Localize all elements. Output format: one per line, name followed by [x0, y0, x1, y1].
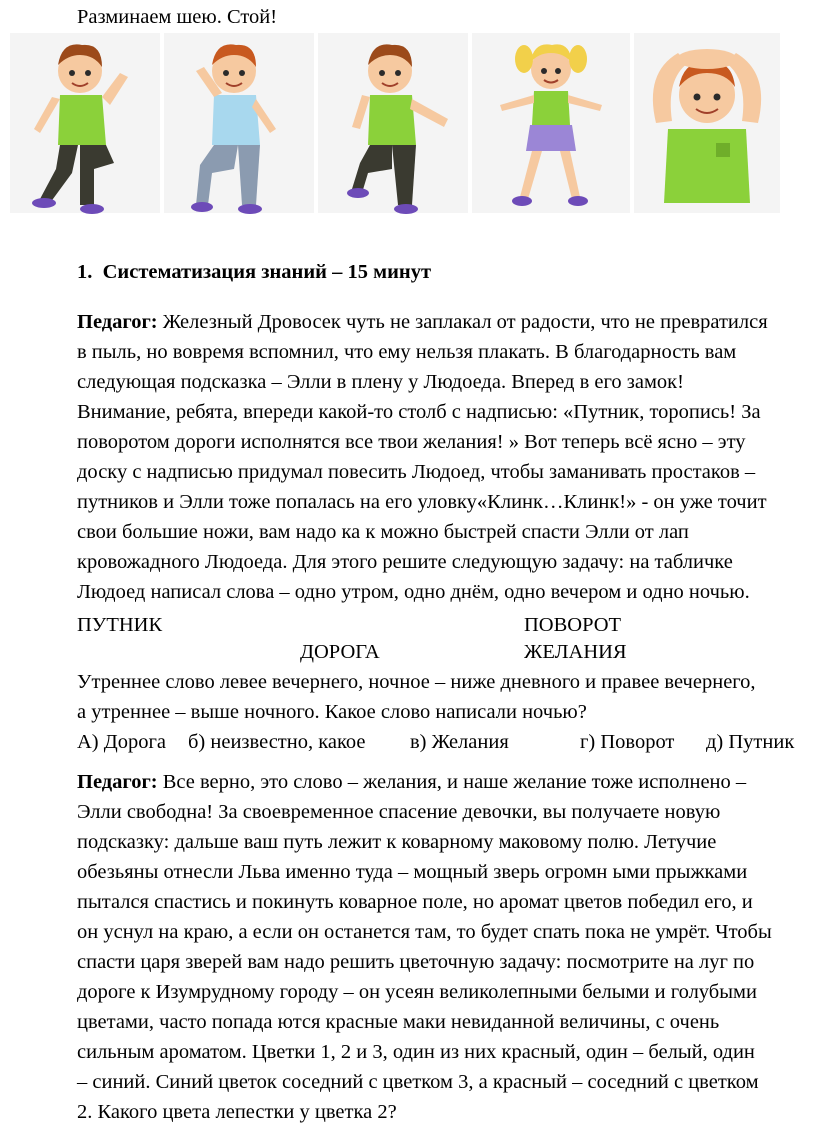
paragraph2-line: Элли свободна! За своевременное спасение девочки, вы получаете новую	[77, 801, 721, 823]
paragraph1-line: кровожадного Людоеда. Для этого решите следующую задачу: на табличке	[77, 551, 733, 573]
boy-knee-raise-blue-icon	[164, 33, 314, 213]
paragraph2-line: сильным ароматом. Цветки 1, 2 и 3, один из них красный, один – белый, один	[77, 1041, 755, 1063]
paragraph2-line: подсказку: дальше ваш путь лежит к коварному маковому полю. Летучие	[77, 831, 717, 853]
section-heading	[77, 257, 431, 287]
boy-hands-on-head-icon	[634, 33, 780, 213]
section-number: 1.	[77, 261, 93, 283]
answer-option: б) неизвестно, какое	[188, 731, 366, 753]
paragraph1-line: в пыль, но вовремя вспомнил, что ему нельзя плакать. В благодарность вам	[77, 341, 737, 363]
paragraph1-line: Внимание, ребята, впереди какой-то столб с надписью: «Путник, торопись! За	[77, 401, 761, 423]
question-line: а утреннее – выше ночного. Какое слово написали ночью?	[77, 701, 587, 723]
speaker-label: Педагог:	[77, 771, 158, 793]
paragraph2-line: он уснул на краю, а если он останется там, то будет спать пока не умрёт. Чтобы	[77, 921, 772, 943]
sign-word: ЖЕЛАНИЯ	[524, 641, 627, 663]
paragraph2-line: дороге к Изумрудному городу – он усеян великолепными белыми и голубыми	[77, 981, 757, 1003]
paragraph1-line: доску с надписью придумал повесить Людоед, чтобы заманивать простаков –	[77, 461, 756, 483]
speaker-label: Педагог:	[77, 311, 158, 333]
answer-option: в) Желания	[410, 731, 509, 753]
paragraph2-line	[77, 767, 746, 797]
warmup-line: Разминаем шею. Стой!	[77, 6, 278, 28]
paragraph1-text: Железный Дровосек чуть не заплакал от радости, что не превратился	[162, 311, 768, 333]
sign-word: ДОРОГА	[300, 641, 380, 663]
answer-option: д) Путник	[706, 731, 795, 753]
sign-word: ПУТНИК	[77, 614, 163, 636]
answer-option: А) Дорога	[77, 731, 166, 753]
paragraph1-line: путников и Элли тоже попалась на его уловку«Клинк…Клинк!» - он уже точит	[77, 491, 767, 513]
girl-arms-out-icon	[472, 33, 630, 213]
paragraph1-line	[77, 307, 768, 337]
boy-knee-raise-icon	[10, 33, 160, 213]
paragraph2-text: Все верно, это слово – желания, и наше желание тоже исполнено –	[162, 771, 747, 793]
paragraph2-line: пытался спастись и покинуть коварное поле, но аромат цветов победил его, и	[77, 891, 753, 913]
boy-knee-raise-arm-out-icon	[318, 33, 468, 213]
paragraph2-line: обезьяны отнесли Льва именно туда – мощный зверь огромн ыми прыжками	[77, 861, 748, 883]
sign-word: ПОВОРОТ	[524, 614, 622, 636]
paragraph1-line: следующая подсказка – Элли в плену у Людоеда. Вперед в его замок!	[77, 371, 684, 393]
answer-option: г) Поворот	[580, 731, 675, 753]
paragraph1-line: поворотом дороги исполнятся все твои желания! » Вот теперь всё ясно – эту	[77, 431, 746, 453]
paragraph2-line: спасти царя зверей вам надо решить цветочную задачу: посмотрите на луг по	[77, 951, 755, 973]
paragraph2-line: 2. Какого цвета лепестки у цветка 2?	[77, 1101, 397, 1123]
section-title: Систематизация знаний – 15 минут	[102, 261, 432, 283]
question-line: Утреннее слово левее вечернего, ночное – ниже дневного и правее вечернего,	[77, 671, 756, 693]
paragraph2-line: – синий. Синий цветок соседний с цветком 3, а красный – соседний с цветком	[77, 1071, 759, 1093]
paragraph1-line: свои большие ножи, вам надо ка к можно быстрей спасти Элли от лап	[77, 521, 689, 543]
paragraph2-line: цветами, часто попада ются красные маки невиданной величины, с очень	[77, 1011, 720, 1033]
paragraph1-line: Людоед написал слова – одно утром, одно днём, одно вечером и одно ночью.	[77, 581, 750, 603]
